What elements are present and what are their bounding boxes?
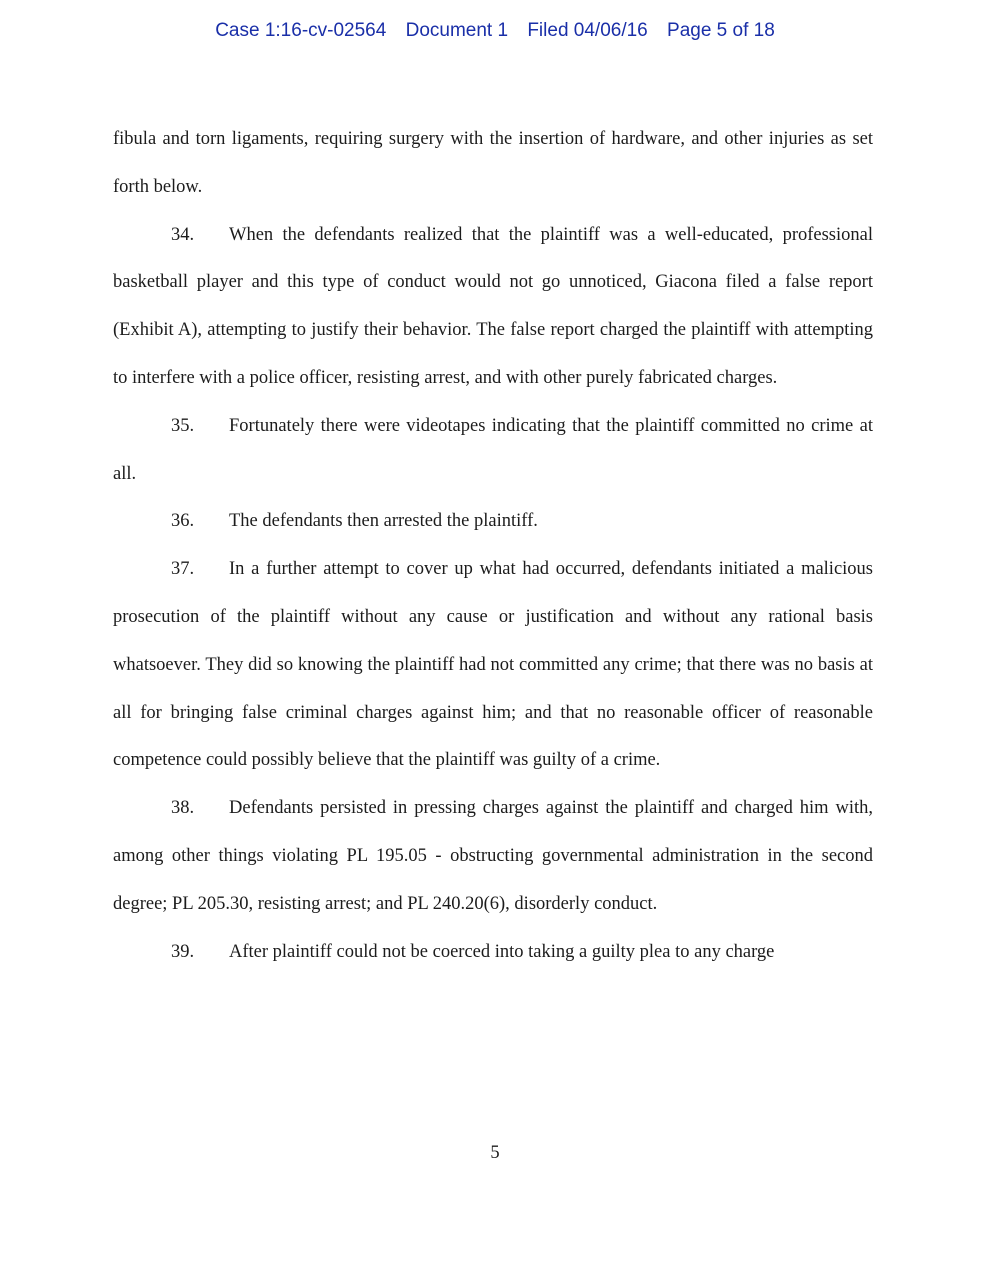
paragraph-34	[113, 212, 873, 403]
paragraph-38	[113, 785, 873, 928]
case-number: Case 1:16-cv-02564	[215, 20, 387, 41]
document-body	[113, 116, 873, 976]
continuation-paragraph: fibula and torn ligaments, requiring surgery with the insertion of hardware, and other injuries as set forth below.	[113, 129, 873, 197]
ecf-header	[0, 20, 990, 42]
paragraph-number: 39.	[171, 941, 195, 962]
paragraph-36	[113, 498, 873, 546]
paragraph-number: 37.	[171, 559, 195, 580]
paragraph-text: When the defendants realized that the plaintiff was a well-educated, professional basketball player and this type of conduct would not go unnoticed, Giacona filed a false report (Exhibit A), attempting to justify their behavior. The false report charged the plaintiff with attempting to interfere with a police officer, resisting arrest, and with other purely fabricated charges.	[113, 224, 873, 388]
paragraph-number: 38.	[171, 798, 195, 819]
page-number: 5	[490, 1143, 500, 1163]
page-indicator: Page 5 of 18	[667, 20, 775, 41]
paragraph-text: Fortunately there were videotapes indicating that the plaintiff committed no crime at all.	[113, 415, 873, 484]
paragraph-number: 35.	[171, 415, 195, 436]
paragraph-39	[113, 929, 873, 977]
paragraph-number: 34.	[171, 224, 195, 245]
document-number: Document 1	[405, 20, 509, 41]
paragraph-text: After plaintiff could not be coerced into taking a guilty plea to any charge	[229, 941, 775, 962]
paragraph-37	[113, 546, 873, 785]
paragraph-text: Defendants persisted in pressing charges against the plaintiff and charged him with, among other things violating PL 195.05 - obstructing governmental administration in the second degree; PL 205.30, resisting arrest; and PL 240.20(6), disorderly conduct.	[113, 798, 873, 914]
paragraph-number: 36.	[171, 511, 195, 532]
paragraph-text: In a further attempt to cover up what had occurred, defendants initiated a malicious prosecution of the plaintiff without any cause or justification and without any rational basis whatsoever. They did so knowing the plaintiff had not committed any crime; that there was no basis at all for bringing false criminal charges against him; and that no reasonable officer of reasonable competence could possibly believe that the plaintiff was guilty of a crime.	[113, 559, 873, 771]
paragraph-35	[113, 403, 873, 499]
paragraph-text: The defendants then arrested the plaintiff.	[229, 511, 538, 532]
filed-date: Filed 04/06/16	[527, 20, 648, 41]
